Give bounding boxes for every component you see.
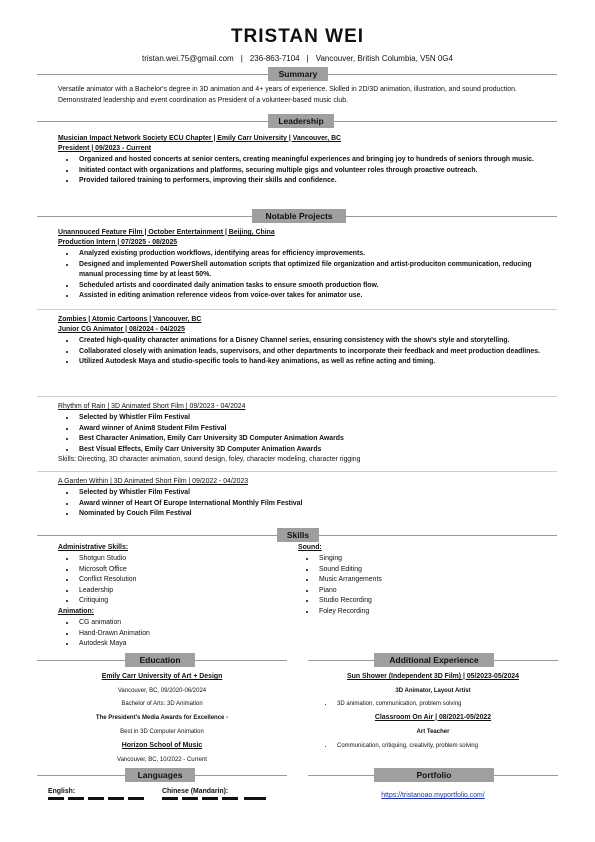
portfolio-heading: Portfolio bbox=[374, 768, 494, 782]
languages-heading: Languages bbox=[125, 768, 195, 782]
list-item: • Collaborated closely with animation leads, supervisors, and other departments to incorporate their feedback and meet production deadlines. bbox=[76, 347, 556, 358]
phone-text: 236-863-7104 bbox=[249, 54, 300, 63]
list-item: • Scheduled artists and coordinated daily animation tasks to ensure smooth production flow. bbox=[76, 281, 556, 292]
list-item: • Best Character Animation, Emily Carr University 3D Computer Animation Awards bbox=[76, 434, 556, 445]
level-segment bbox=[108, 797, 124, 800]
award-detail: Best in 3D Computer Animation bbox=[120, 729, 204, 735]
projects-heading: Notable Projects bbox=[252, 209, 346, 223]
list-item: • Nominated by Couch Film Festival bbox=[76, 509, 556, 520]
portfolio-link-wrap bbox=[308, 791, 558, 802]
level-segment bbox=[202, 797, 218, 800]
list-item: • Created high-quality character animations for a Disney Channel series, ensuring consistency with the show's style and storytelling. bbox=[76, 336, 556, 347]
project3-bullets bbox=[58, 413, 556, 455]
summary-section-header bbox=[37, 67, 557, 82]
project2-role: Junior CG Animator | 08/2024 - 04/2025 bbox=[58, 326, 185, 333]
language-english-label: English: bbox=[48, 788, 76, 795]
list-item: • Selected by Whistler Film Festival bbox=[76, 488, 556, 499]
separator: | bbox=[240, 54, 243, 63]
list-item: • Organized and hosted concerts at senior centers, creating meaningful experiences and bringing joy to hundreds of seniors through music. bbox=[76, 155, 546, 166]
animation-skills-label: Animation: bbox=[58, 608, 94, 615]
leadership-org: Musician Impact Network Society ECU Chapter | Emily Carr University | Vancouver, BC bbox=[58, 135, 342, 142]
summary-text: Versatile animator with a Bachelor's degree in 3D animation and 4+ years of experience. Skilled in 2D/3D animation, illustration, and sound production. Demonstrated leadership and event coordination as President of a volunteer-based music club. bbox=[58, 86, 517, 104]
animation-skills-list bbox=[58, 618, 276, 650]
contact-line bbox=[0, 54, 595, 63]
language-chinese-label: Chinese (Mandarin): bbox=[162, 788, 229, 795]
level-segment bbox=[162, 797, 178, 800]
email-text: tristan.wei.75@gmail.com bbox=[142, 54, 234, 63]
languages-section-header bbox=[37, 768, 287, 783]
project4-title: A Garden Within | 3D Animated Short Film | 09/2022 - 04/2023 bbox=[58, 478, 249, 485]
exp1-title: Sun Shower (Independent 3D Film) | 05/2023-05/2024 bbox=[347, 673, 519, 680]
admin-skills-list bbox=[58, 554, 276, 607]
project1-bullets bbox=[58, 249, 556, 302]
candidate-name: TRISTAN WEI bbox=[230, 26, 365, 47]
exp1-bullets bbox=[316, 699, 574, 710]
list-item: • Piano bbox=[316, 586, 516, 597]
school1-name: Emily Carr University of Art + Design bbox=[101, 673, 223, 680]
additional-heading: Additional Experience bbox=[374, 653, 494, 667]
list-item: • Studio Recording bbox=[316, 596, 516, 607]
list-item: • Award winner of Heart Of Europe International Monthly Film Festival bbox=[76, 499, 556, 510]
list-item: • 3D animation, communication, problem solving bbox=[334, 699, 574, 710]
leadership-heading: Leadership bbox=[268, 114, 334, 128]
leadership-section-header bbox=[37, 114, 557, 129]
list-item: • Shotgun Studio bbox=[76, 554, 276, 565]
project1-title: Unannouced Feature Film | October Entertainment | Beijing, China bbox=[58, 229, 275, 236]
list-item: • Foley Recording bbox=[316, 607, 516, 618]
project1-role: Production Intern | 07/2025 - 08/2025 bbox=[58, 239, 178, 246]
list-item: • Leadership bbox=[76, 586, 276, 597]
list-item: • Singing bbox=[316, 554, 516, 565]
list-item: • Initiated contact with organizations and platforms, securing multiple gigs and volunteer roles through proactive outreach. bbox=[76, 166, 546, 177]
list-item: • Sound Editing bbox=[316, 565, 516, 576]
divider bbox=[37, 309, 557, 310]
leadership-role: President | 09/2023 - Current bbox=[58, 145, 152, 152]
list-item: • Microsoft Office bbox=[76, 565, 276, 576]
level-segment bbox=[222, 797, 238, 800]
list-item: • CG animation bbox=[76, 618, 276, 629]
exp2-title: Classroom On Air | 08/2021-05/2022 bbox=[374, 714, 492, 721]
projects-section-header bbox=[37, 209, 557, 224]
separator: | bbox=[306, 54, 309, 63]
admin-skills-label: Administrative Skills: bbox=[58, 544, 129, 551]
level-segment bbox=[48, 797, 64, 800]
divider bbox=[37, 396, 557, 397]
skills-heading: Skills bbox=[277, 528, 319, 542]
exp2-role: Art Teacher bbox=[416, 729, 450, 735]
list-item: • Provided tailored training to performers, improving their skills and confidence. bbox=[76, 176, 546, 187]
education-heading: Education bbox=[125, 653, 195, 667]
leadership-bullets bbox=[58, 155, 546, 187]
school2-name: Horizon School of Music bbox=[121, 742, 203, 749]
summary-heading: Summary bbox=[268, 67, 328, 81]
list-item: • Music Arrangements bbox=[316, 575, 516, 586]
level-segment bbox=[128, 797, 144, 800]
level-segment bbox=[182, 797, 198, 800]
list-item: • Autodesk Maya bbox=[76, 639, 276, 650]
list-item: • Hand-Drawn Animation bbox=[76, 629, 276, 640]
degree-text: Bachelor of Arts: 3D Animation bbox=[121, 701, 203, 707]
project2-bullets bbox=[58, 336, 556, 368]
list-item: • Designed and implemented PowerShell automation scripts that optimized file organization and artist-produciton communication, reducing manual processing time by at least 50%. bbox=[76, 260, 556, 281]
project4-bullets bbox=[58, 488, 556, 520]
skills-section-header bbox=[37, 528, 557, 543]
project2-title: Zombies | Atomic Cartoons | Vancouver, BC bbox=[58, 316, 202, 323]
exp1-role: 3D Animator, Layout Artist bbox=[395, 688, 471, 694]
education-section-header bbox=[37, 653, 287, 668]
school2-location: Vancouver, BC, 10/2022 - Current bbox=[117, 757, 207, 763]
sound-skills-label: Sound: bbox=[298, 544, 322, 551]
list-item: • Communication, critiquing, creativity, problem solving bbox=[334, 741, 574, 752]
additional-section-header bbox=[308, 653, 558, 668]
level-segment bbox=[244, 797, 266, 800]
location-text: Vancouver, British Columbia, V5N 0G4 bbox=[315, 54, 453, 63]
award-text: The President's Media Awards for Excellence - bbox=[95, 715, 229, 721]
list-item: • Utilized Autodesk Maya and studio-specific tools to hand-key animations, as well as refine acting and timing. bbox=[76, 357, 556, 368]
list-item: • Assisted in editing animation reference videos from voice-over takes for animator use. bbox=[76, 291, 556, 302]
list-item: • Selected by Whistler Film Festival bbox=[76, 413, 556, 424]
list-item: • Award winner of Anim8 Student Film Festival bbox=[76, 424, 556, 435]
portfolio-link[interactable]: https://tristanoao.myportfolio.com/ bbox=[381, 792, 485, 799]
project3-title: Rhythm of Rain | 3D Animated Short Film | 09/2023 - 04/2024 bbox=[58, 403, 246, 410]
exp2-bullets bbox=[316, 741, 574, 752]
level-segment bbox=[88, 797, 104, 800]
list-item: • Analyzed existing production workflows, identifying areas for efficiency improvements. bbox=[76, 249, 556, 260]
portfolio-section-header bbox=[308, 768, 558, 783]
project3-skills: Skills: Directing, 3D character animation, sound design, foley, character modeling, character rigging bbox=[58, 456, 361, 463]
list-item: • Critiquing bbox=[76, 596, 276, 607]
list-item: • Conflict Resolution bbox=[76, 575, 276, 586]
sound-skills-list bbox=[298, 554, 516, 617]
school1-location: Vancouver, BC, 09/2020-06/2024 bbox=[117, 688, 207, 694]
level-segment bbox=[68, 797, 84, 800]
list-item: • Best Visual Effects, Emily Carr University 3D Computer Animation Awards bbox=[76, 445, 556, 456]
divider bbox=[37, 471, 557, 472]
